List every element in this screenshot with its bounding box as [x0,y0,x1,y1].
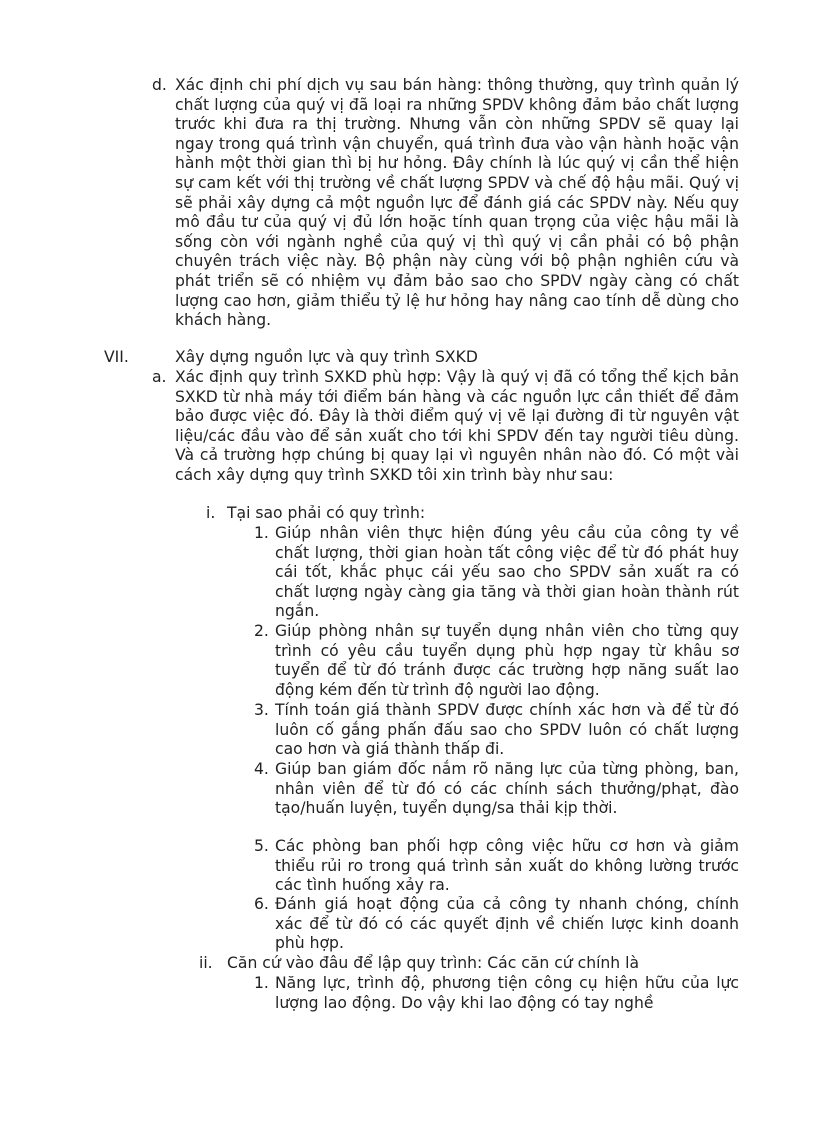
paragraph-d-text: Xác định chi phí dịch vụ sau bán hàng: thông thường, quy trình quản lý chất lượng của quý vị đã loại ra những SPDV không đảm bảo chất lượng trước khi đưa ra thị trường. Nhưng vẫn còn những SPDV sẽ quay lại ngay trong quá trình vận chuyển, quá trình đưa vào vận hành hoặc vận hành một thời gian thì bị hư hỏng. Đây chính là lúc quý vị cần thể hiện sự cam kết với thị trường về chất lượng SPDV và chế độ hậu mãi. Quý vị sẽ phải xây dựng cả một nguồn lực để đánh giá các SPDV này. Nếu quy mô đầu tư của quý vị đủ lớn hoặc tính quan trọng của việc hậu mãi là sống còn với ngành nghề của quý vị thì quý vị cần phải có bộ phận chuyên trách việc này. Bộ phận này cùng với bộ phận nghiên cứu và phát triển sẽ có nhiệm vụ đảm bảo sao cho SPDV ngày càng có chất lượng cao hơn, giảm thiểu tỷ lệ hư hỏng hay nâng cao tính dễ dùng cho khách hàng. [175,76,739,330]
list-item-text: Giúp phòng nhân sự tuyển dụng nhân viên cho từng quy trình có yêu cầu tuyển dụng phù hợp ngay từ khâu sơ tuyển để từ đó tránh được các trường hợp năng suất lao động kém đến từ trình độ người lao động. [275,622,739,699]
list-item-marker: 1. [254,524,269,542]
list-item-marker: 3. [254,701,269,719]
subitem-marker-i: i. [206,504,216,522]
list-item [275,837,739,896]
subitem-heading-i [227,504,739,524]
section-heading-vii-text: Xây dựng nguồn lực và quy trình SXKD [175,348,478,366]
item-marker-d: d. [152,76,167,94]
subitem-heading-ii [227,954,739,974]
list-item-text: Đánh giá hoạt động của cả công ty nhanh chóng, chính xác để từ đó có các quyết định về chiến lược kinh doanh phù hợp. [275,895,739,953]
list-item-marker: 2. [254,622,269,640]
section-heading-vii [175,348,739,368]
list-item-marker: 5. [254,837,269,855]
list-item-text: Tính toán giá thành SPDV được chính xác hơn và để từ đó luôn cố gắng phấn đấu sao cho SPDV luôn có chất lượng cao hơn và giá thành thấp đi. [275,701,739,759]
paragraph-d [175,76,739,331]
list-item-text: Các phòng ban phối hợp công việc hữu cơ hơn và giảm thiểu rủi ro trong quá trình sản xuất do không lường trước các tình huống xảy ra. [275,837,739,895]
list-item-text: Năng lực, trình độ, phương tiện công cụ hiện hữu của lực lượng lao động. Do vậy khi lao động có tay nghề [275,974,739,1012]
subitem-heading-i-text: Tại sao phải có quy trình: [227,504,426,522]
list-item-marker: 4. [254,760,269,778]
list-item [275,622,739,700]
list-item [275,701,739,760]
section-marker-vii: VII. [104,348,129,366]
list-item-text: Giúp ban giám đốc nắm rõ năng lực của từng phòng, ban, nhân viên để từ đó có các chính sách thưởng/phạt, đào tạo/huấn luyện, tuyển dụng/sa thải kịp thời. [275,760,739,818]
paragraph-a-text: Xác định quy trình SXKD phù hợp: Vậy là quý vị đã có tổng thể kịch bản SXKD từ nhà máy tới điểm bán hàng và các nguồn lực cần thiết để đảm bảo được việc đó. Đây là thời điểm quý vị vẽ lại đường đi từ nguyên vật liệu/các đầu vào để sản xuất cho tới khi SPDV đến tay người tiêu dùng. Và cả trường hợp chúng bị quay lại vì nguyên nhân nào đó. Có một vài cách xây dựng quy trình SXKD tôi xin trình bày như sau: [175,368,739,484]
list-item-text: Giúp nhân viên thực hiện đúng yêu cầu của công ty về chất lượng, thời gian hoàn tất công việc để từ đó phát huy cái tốt, khắc phục cái yếu sao cho SPDV sản xuất ra có chất lượng ngày càng gia tăng và thời gian hoàn thành rút ngắn. [275,524,739,621]
list-item [275,895,739,954]
item-marker-a: a. [152,368,167,386]
list-item-marker: 1. [254,974,269,992]
list-item [275,974,739,1013]
paragraph-a [175,368,739,486]
list-item [275,760,739,819]
subitem-marker-ii: ii. [199,954,213,972]
list-item-marker: 6. [254,895,269,913]
subitem-heading-ii-text: Căn cứ vào đâu để lập quy trình: Các căn cứ chính là [227,954,640,972]
list-item [275,524,739,622]
